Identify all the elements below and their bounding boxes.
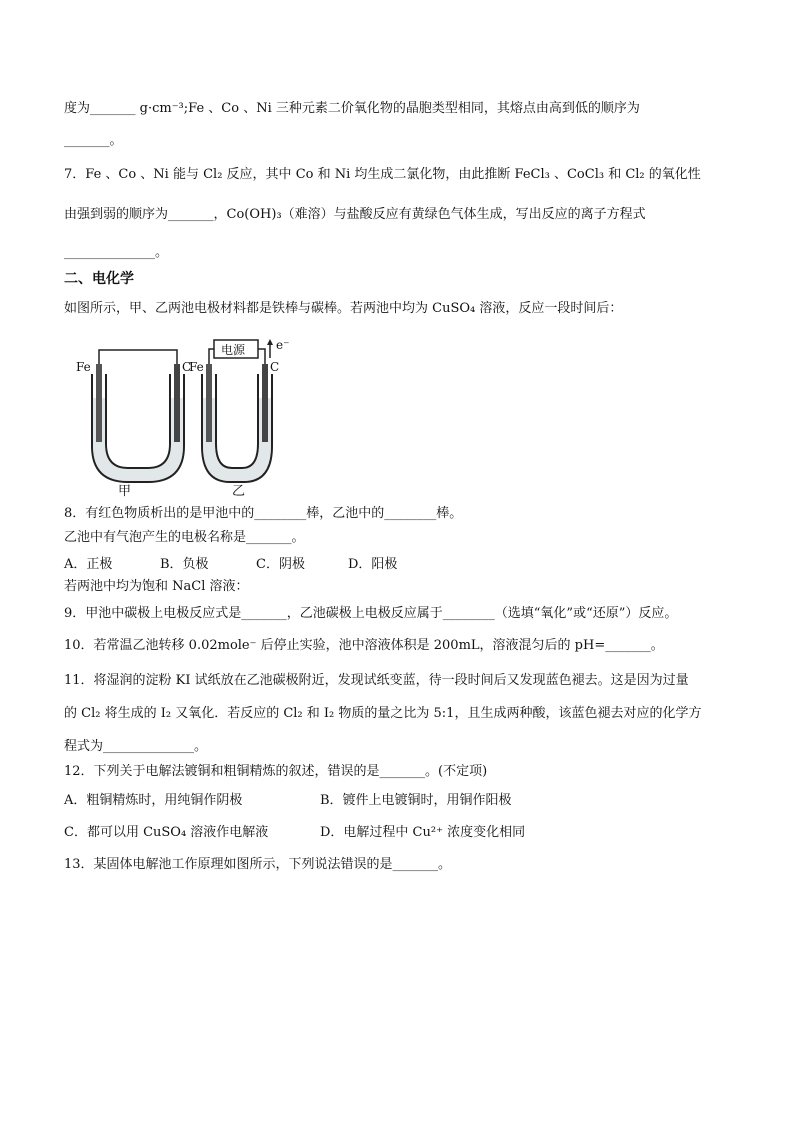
caption-jia: 甲 — [118, 484, 132, 499]
question-10: 10．若常温乙池转移 0.02mole⁻ 后停止实验，池中溶液体积是 200mL，溶液混匀后的 pH=_______。 — [64, 638, 664, 653]
intro-line: 如图所示，甲、乙两池电极材料都是铁棒与碳棒。若两池中均为 CuSO₄ 溶液，反应一段时间后： — [64, 301, 623, 316]
question-11-line-1: 11．将湿润的淀粉 KI 试纸放在乙池碳极附近，发现试纸变蓝，待一段时间后又发现蓝色褪去。这是因为过量 — [64, 673, 689, 688]
question-12: 12．下列关于电解法镀铜和粗铜精炼的叙述，错误的是_______。(不定项) — [64, 764, 488, 779]
q12-option-a: A．粗铜精炼时，用纯铜作阴极 — [64, 793, 243, 808]
q12-option-c: C．都可以用 CuSO₄ 溶液作电解液 — [64, 825, 269, 840]
fe-label-yi: Fe — [189, 360, 204, 374]
c-label-yi: C — [270, 360, 280, 374]
text-line-density: 度为_______ g·cm⁻³;Fe 、Co 、Ni 三种元素二价氧化物的晶胞类型相同，其熔点由高到低的顺序为 — [64, 101, 640, 116]
cell-jia — [92, 350, 184, 482]
question-11-line-3: 程式为______________。 — [64, 739, 208, 754]
question-9: 9．甲池中碳极上电极反应式是_______，乙池碳极上电极反应属于________（选填“氧化”或“还原”）反应。 — [64, 606, 678, 621]
q12-option-d: D．电解过程中 Cu²⁺ 浓度变化相同 — [320, 825, 526, 840]
power-source-label: 电源 — [221, 343, 246, 357]
question-8: 8．有红色物质析出的是甲池中的________棒，乙池中的________棒。 — [64, 506, 463, 521]
q8-option-a: A．正极 — [64, 557, 113, 572]
question-7-line-3: ______________。 — [64, 245, 169, 260]
fe-label-jia: Fe — [76, 360, 91, 374]
text-line-blank: _______。 — [64, 133, 123, 148]
question-13: 13．某固体电解池工作原理如图所示，下列说法错误的是_______。 — [64, 857, 452, 872]
nacl-condition: 若两池中均为饱和 NaCl 溶液： — [64, 579, 249, 594]
caption-yi: 乙 — [232, 484, 246, 499]
question-11-line-2: 的 Cl₂ 将生成的 I₂ 又氧化．若反应的 Cl₂ 和 I₂ 物质的量之比为 5:1，且生成两种酸，该蓝色褪去对应的化学方 — [64, 706, 702, 721]
question-7-line-2: 由强到弱的顺序为_______，Co(OH)₃（难溶）与盐酸反应有黄绿色气体生成，写出反应的离子方程式 — [64, 207, 646, 222]
q12-option-b: B．镀件上电镀铜时，用铜作阳极 — [320, 793, 512, 808]
electron-label: e⁻ — [276, 338, 290, 352]
q8-option-c: C．阴极 — [256, 557, 305, 572]
section-title: 二、电化学 — [64, 271, 134, 287]
question-8-part-b: 乙池中有气泡产生的电极名称是_______。 — [64, 530, 305, 545]
q8-option-d: D．阳极 — [348, 557, 398, 572]
q8-option-b: B．负极 — [160, 557, 209, 572]
cell-yi — [202, 339, 273, 482]
electrolysis-diagram — [64, 336, 304, 496]
c-label-jia: C — [182, 360, 192, 374]
question-7-line-1: 7．Fe 、Co 、Ni 能与 Cl₂ 反应，其中 Co 和 Ni 均生成二氯化物，由此推断 FeCl₃ 、CoCl₃ 和 Cl₂ 的氧化性 — [64, 167, 701, 182]
